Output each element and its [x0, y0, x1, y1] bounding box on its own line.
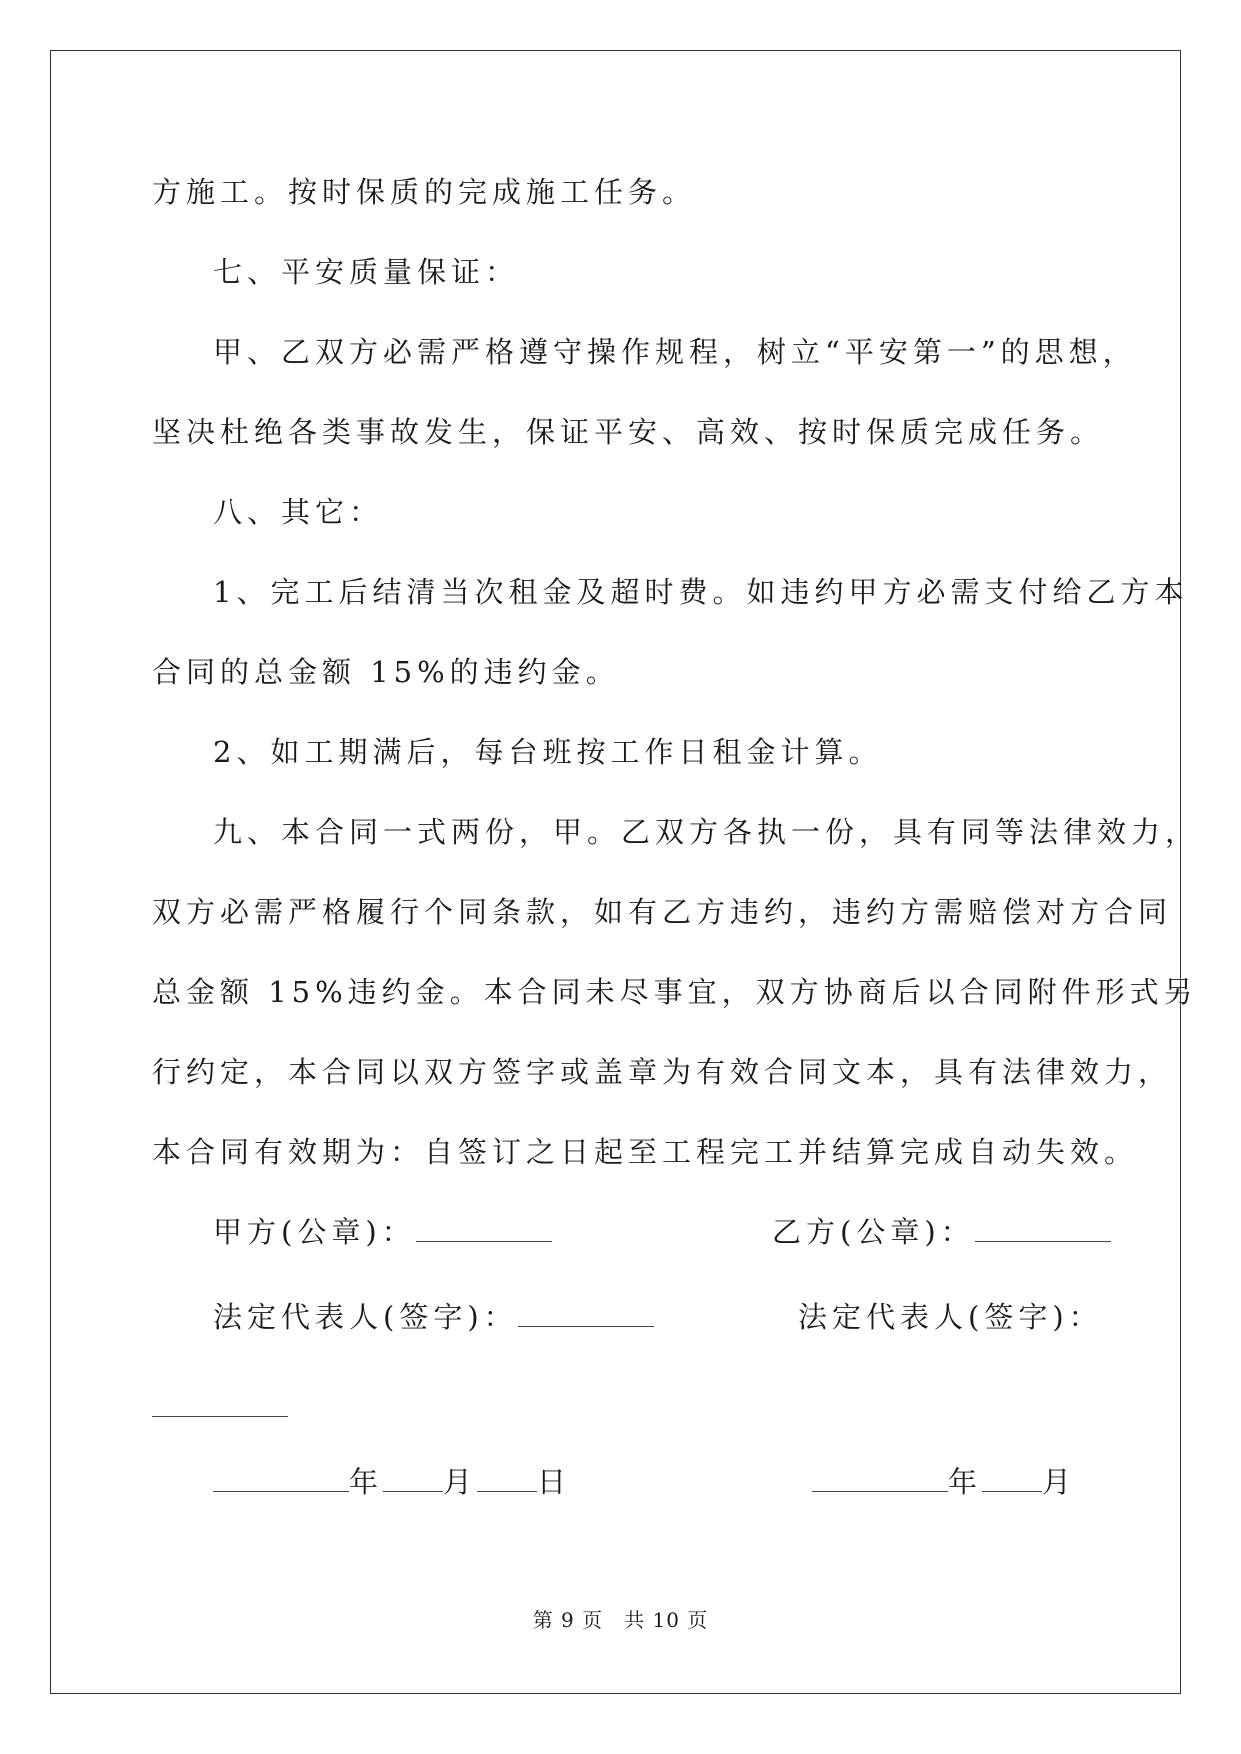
body-line: 甲、乙双方必需严格遵守操作规程，树立“平安第一”的思想， [213, 335, 1137, 369]
section-heading: 七、平安质量保证： [213, 255, 520, 289]
body-line: 九、本合同一式两份，甲。乙双方各执一份，具有同等法律效力， [213, 815, 1200, 849]
rep-b [798, 1297, 1103, 1337]
date-a [213, 1462, 571, 1502]
date-b [812, 1462, 1076, 1502]
party-a-seal [213, 1212, 552, 1252]
date-a-year: 年 [349, 1465, 384, 1499]
party-a-seal-blank [416, 1213, 552, 1242]
body-line: 1、完工后结清当次租金及超时费。如违约甲方必需支付给乙方本 [213, 575, 1189, 609]
date-b-month-blank [982, 1463, 1042, 1492]
body-line: 坚决杜绝各类事故发生，保证平安、高效、按时保质完成任务。 [152, 415, 1105, 449]
body-line: 双方必需严格履行个同条款，如有乙方违约，违约方需赔偿对方合同 [152, 895, 1173, 929]
page-footer: 第 9 页 共 10 页 [532, 1608, 709, 1632]
body-line: 行约定，本合同以双方签字或盖章为有效合同文本，具有法律效力， [152, 1055, 1173, 1089]
date-a-day-blank [477, 1463, 537, 1492]
party-b-seal [772, 1212, 1111, 1252]
rep-a [213, 1297, 654, 1337]
date-b-month: 月 [1042, 1465, 1077, 1499]
rep-a-label: 法定代表人(签字)： [213, 1300, 518, 1334]
date-a-month: 月 [443, 1465, 478, 1499]
body-line: 总金额 15%违约金。本合同未尽事宜，双方协商后以合同附件形式另 [152, 975, 1198, 1009]
page-frame [50, 50, 1181, 1694]
party-b-seal-label: 乙方(公章)： [772, 1215, 975, 1249]
body-line: 合同的总金额 15%的违约金。 [152, 655, 620, 689]
date-a-month-blank [383, 1463, 443, 1492]
body-line: 方施工。按时保质的完成施工任务。 [152, 175, 697, 209]
body-line: 本合同有效期为：自签订之日起至工程完工并结算完成自动失效。 [152, 1135, 1139, 1169]
rep-b-label: 法定代表人(签字)： [798, 1300, 1103, 1334]
party-b-seal-blank [975, 1213, 1111, 1242]
date-a-year-blank [213, 1463, 349, 1492]
date-b-year: 年 [948, 1465, 983, 1499]
party-a-seal-label: 甲方(公章)： [213, 1215, 416, 1249]
rep-a-blank [518, 1298, 654, 1327]
rep-b-blank [152, 1388, 288, 1417]
date-a-day: 日 [537, 1465, 572, 1499]
date-b-year-blank [812, 1463, 948, 1492]
body-line: 2、如工期满后，每台班按工作日租金计算。 [213, 735, 883, 769]
section-heading: 八、其它： [213, 495, 384, 529]
